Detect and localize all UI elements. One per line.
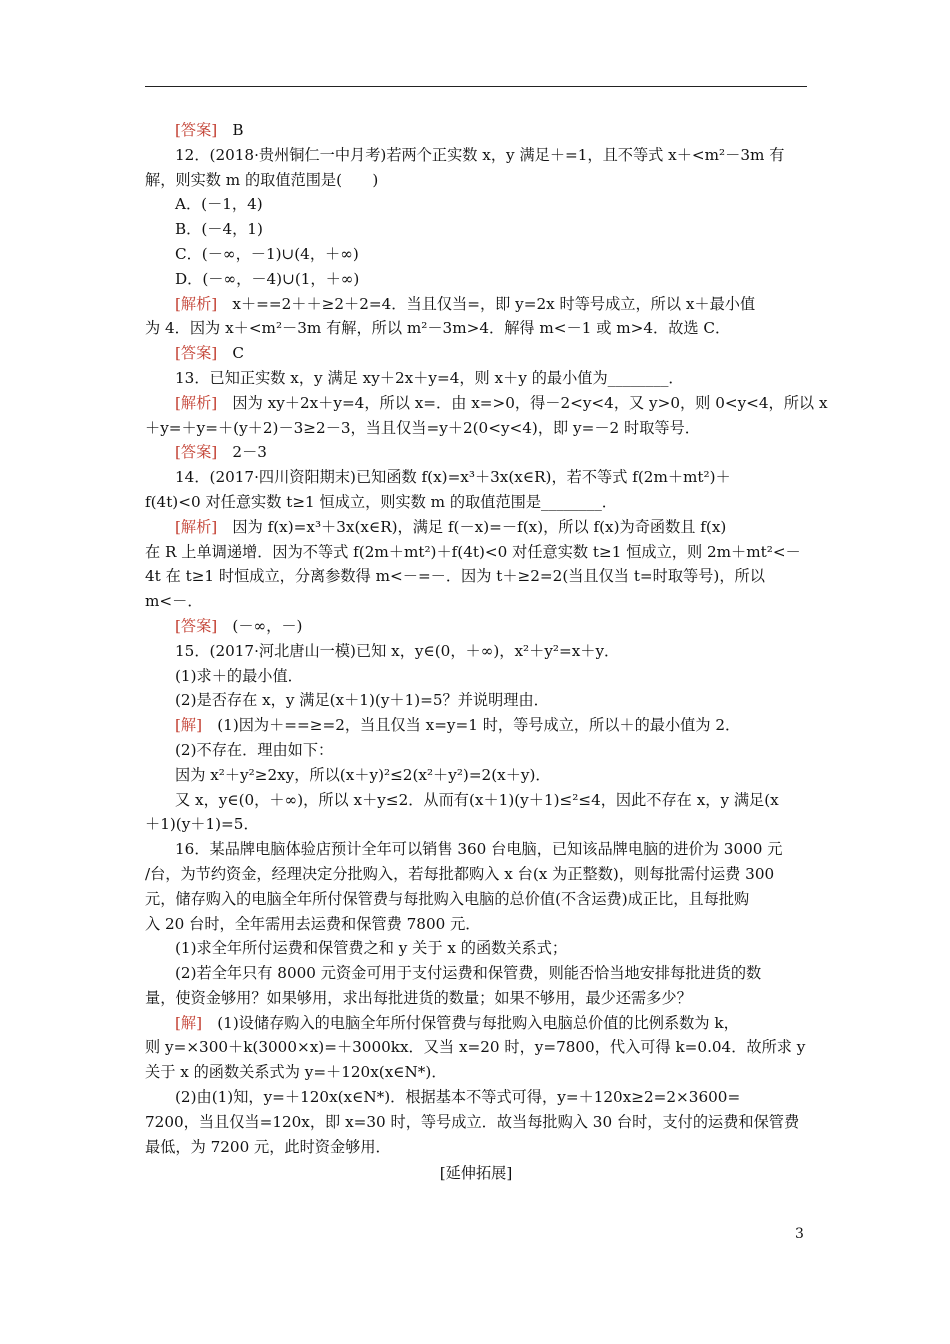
text-line [145,1060,807,1085]
text-line [145,118,807,143]
text-line [145,1085,807,1110]
text-line [145,316,807,341]
line-text: (1)求＋的最小值． [175,666,303,685]
line-text: /台，为节约资金，经理决定分批购入，若每批都购入 x 台(x 为正整数)，则每批需付运费 300 [145,864,775,883]
line-text: (2)由(1)知，y=＋120x(x∈N*)．根据基本不等式可得，y=＋120x≥2=2×3600= [175,1088,741,1107]
line-text: 在 R 上单调递增．因为不等式 f(2m＋mt²)＋f(4t)<0 对任意实数 t≥1 恒成立，则 2m＋mt²<－ [145,542,801,561]
text-line [145,639,807,664]
text-line [145,391,828,416]
line-text: 2－3 [217,443,267,462]
line-text: B [217,121,244,139]
line-text: 12．(2018·贵州铜仁一中月考)若两个正实数 x，y 满足＋=1，且不等式 x＋<m²－3m 有 [175,145,785,164]
line-text: (－∞，－) [217,616,303,635]
text-line [145,862,807,887]
line-text: B．(－4，1) [175,220,263,239]
document-body [145,118,828,1186]
line-text: 关于 x 的函数关系式为 y=＋120x(x∈N*)． [145,1063,447,1082]
line-text: 元，储存购入的电脑全年所付保管费与每批购入电脑的总价值(不含运费)成正比，且每批购 [145,889,750,908]
text-line [145,788,807,813]
text-line [145,564,807,589]
line-text: 因为 xy＋2x＋y=4，所以 x=．由 x=>0，得－2<y<4，又 y>0，则 0<y<4，所以 x [217,393,828,412]
text-line [145,366,807,391]
line-text: 16．某品牌电脑体验店预计全年可以销售 360 台电脑，已知该品牌电脑的进价为 3000 元 [175,840,783,859]
text-line [145,763,807,788]
line-text: m<－． [145,592,203,611]
text-line [145,217,807,242]
text-line [145,961,807,986]
line-text: A．(－1，4) [175,195,263,214]
analysis-label: [解析] [175,517,218,536]
line-text: (1)设储存购入的电脑全年所付保管费与每批购入电脑总价值的比例系数为 k， [202,1013,739,1032]
text-line [145,192,807,217]
line-text: 最低，为 7200 元，此时资金够用． [145,1137,391,1156]
line-text: x＋==2＋＋≥2＋2=4．当且仅当=，即 y=2x 时等号成立，所以 x＋最小值 [217,294,756,313]
line-text: 量，使资金够用？如果够用，求出每批进货的数量；如果不够用，最少还需多少？ [145,988,692,1007]
line-text: (2)若全年只有 8000 元资金可用于支付运费和保管费，则能否恰当地安排每批进货的数 [175,964,762,983]
text-line [145,936,807,961]
text-line [145,143,807,168]
line-text: (1)求全年所付运费和保管费之和 y 关于 x 的函数关系式； [175,939,568,958]
line-text: 7200，当且仅当=120x，即 x=30 时，等号成立．故当每批购入 30 台时，支付的运费和保管费 [145,1112,800,1131]
line-text: (2)不存在．理由如下： [175,740,334,759]
line-text: f(4t)<0 对任意实数 t≥1 恒成立，则实数 m 的取值范围是________． [145,492,617,511]
line-text: C．(－∞，－1)∪(4，＋∞) [175,244,359,263]
analysis-label: [解析] [175,393,218,412]
answer-label: [答案] [175,443,218,462]
text-line [145,267,807,292]
text-line [145,1035,807,1060]
page-number: 3 [795,1226,804,1242]
line-text: 为 4．因为 x＋<m²－3m 有解，所以 m²－3m>4．解得 m<－1 或 m>4．故选 C． [145,319,731,338]
line-text: 又 x，y∈(0，＋∞)，所以 x＋y≤2．从而有(x＋1)(y＋1)≤²≤4，因此不存在 x，y 满足(x [175,790,779,809]
text-line [145,540,807,565]
line-text: 入 20 台时，全年需用去运费和保管费 7800 元． [145,914,481,933]
solution-label: [解] [175,716,203,735]
solution-label: [解] [175,1013,203,1032]
text-line [145,986,807,1011]
answer-label: [答案] [175,616,218,635]
text-line [145,738,807,763]
line-text: ＋1)(y＋1)=5． [145,815,259,834]
text-line [145,837,807,862]
text-line [145,614,807,639]
text-line [145,465,807,490]
text-line [145,812,807,837]
line-text: C [217,344,245,363]
text-line [145,912,807,937]
text-line [145,1135,807,1160]
text-line [145,1110,807,1135]
line-text: 则 y=×300＋k(3000×x)=＋3000kx．又当 x=20 时，y=7800，代入可得 k=0.04．故所求 y [145,1038,806,1057]
line-text: D．(－∞，－4)∪(1，＋∞) [175,269,360,288]
line-text: 15．(2017·河北唐山一模)已知 x，y∈(0，＋∞)，x²＋y²=x＋y． [175,641,620,660]
text-line [145,292,807,317]
text-line [145,168,807,193]
header-rule [145,86,807,87]
line-text: 解，则实数 m 的取值范围是( ) [145,170,379,189]
analysis-label: [解析] [175,294,218,313]
text-line [145,341,807,366]
text-line [145,887,807,912]
line-text: 因为 f(x)=x³＋3x(x∈R)，满足 f(－x)=－f(x)，所以 f(x)为奇函数且 f(x) [217,517,727,536]
line-text: 4t 在 t≥1 时恒成立，分离参数得 m<－=－．因为 t＋≥2=2(当且仅当 t=时取等号)，所以 [145,567,765,586]
section-heading: [延伸拓展] [439,1164,513,1183]
text-line [145,242,807,267]
text-line [145,713,807,738]
text-line [145,416,807,441]
text-line [145,688,807,713]
text-line [145,589,807,614]
line-text: (2)是否存在 x，y 满足(x＋1)(y＋1)=5？并说明理由． [175,691,549,710]
text-line [145,515,807,540]
line-text: ＋y=＋y=＋(y＋2)－3≥2－3，当且仅当=y＋2(0<y<4)，即 y=－2 时取等号． [145,418,700,437]
answer-label: [答案] [175,344,218,363]
line-text: (1)因为＋==≥=2，当且仅当 x=y=1 时，等号成立，所以＋的最小值为 2． [202,716,741,735]
answer-label: [答案] [175,121,218,139]
text-line [145,664,807,689]
text-line [145,440,807,465]
text-line [145,490,807,515]
line-text: 13．已知正实数 x，y 满足 xy＋2x＋y=4，则 x＋y 的最小值为________． [175,368,684,387]
text-line [145,1011,807,1036]
line-text: 因为 x²＋y²≥2xy，所以(x＋y)²≤2(x²＋y²)=2(x＋y)． [175,765,551,784]
line-text: 14．(2017·四川资阳期末)已知函数 f(x)=x³＋3x(x∈R)，若不等式 f(2m＋mt²)＋ [175,468,731,487]
